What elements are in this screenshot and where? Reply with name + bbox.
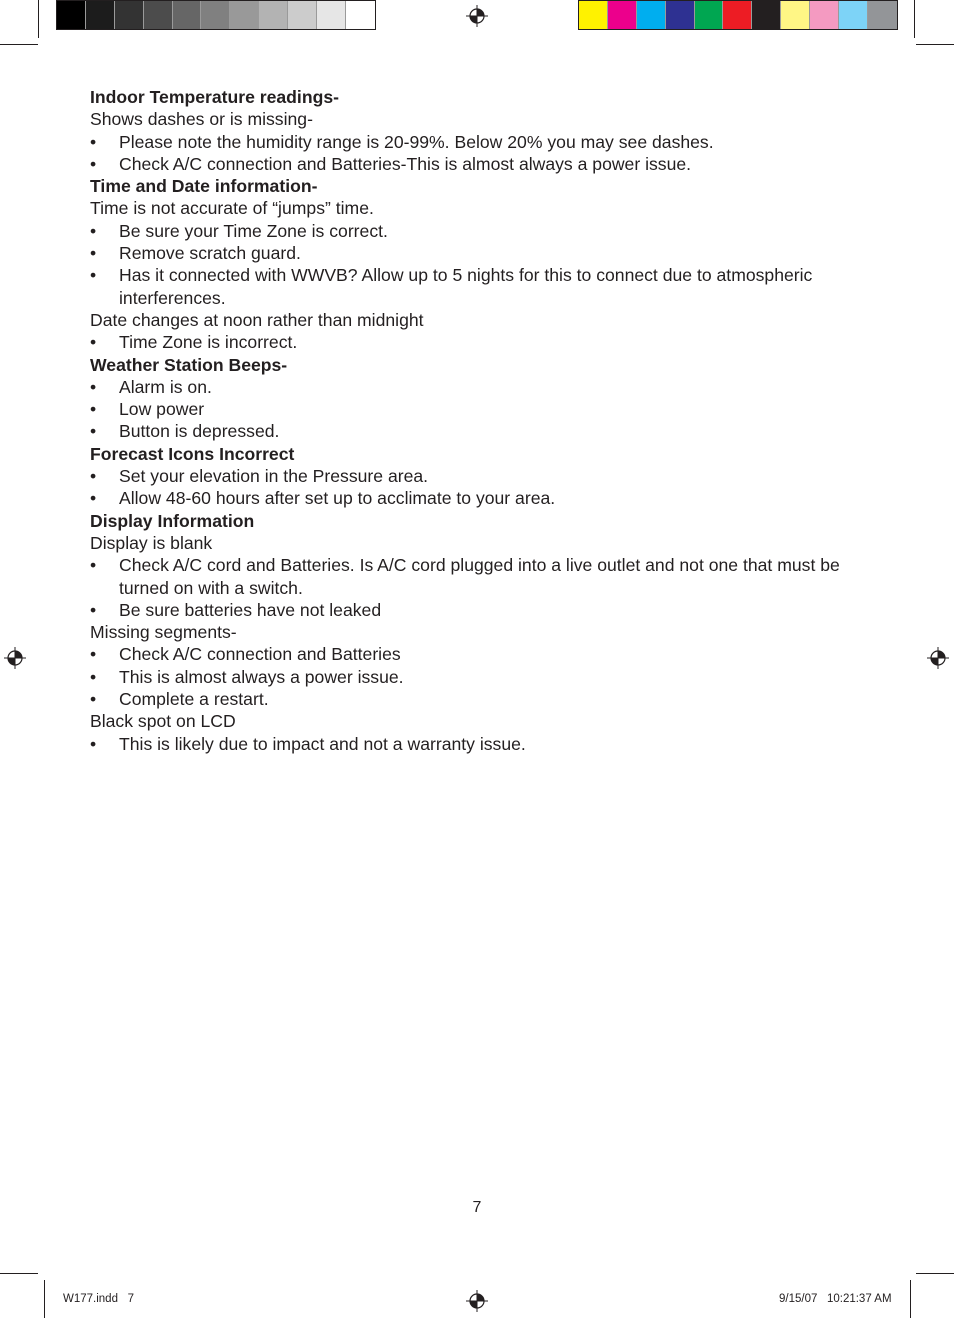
process-color-swatch [695,1,724,29]
page-number: 7 [472,1199,482,1216]
bullet-text: Check A/C connection and Batteries [119,644,401,665]
bullet-item [90,264,870,309]
bullet-text: Remove scratch guard. [119,243,301,264]
bullet-glyph: • [90,555,97,576]
grayscale-swatch [346,1,375,29]
bullet-item [90,643,870,665]
grayscale-swatch [115,1,144,29]
issue-description: Black spot on LCD [90,711,236,732]
crop-mark-top-left-horizontal [0,44,38,45]
process-color-bar [578,0,898,30]
bullet-item [90,465,870,487]
crop-mark-bottom-left-vertical [44,1280,45,1318]
grayscale-swatch [144,1,173,29]
section-heading: Indoor Temperature readings- [90,87,339,107]
bullet-glyph: • [90,599,97,620]
bullet-glyph: • [90,488,97,509]
bullet-text: This is likely due to impact and not a warranty issue. [119,733,526,754]
registration-mark-top-icon [466,5,488,27]
registration-mark-bottom-icon [466,1290,488,1312]
bullet-glyph: • [90,243,97,264]
bullet-item [90,242,870,264]
bullet-glyph: • [90,733,97,754]
bullet-text: Alarm is on. [119,376,212,397]
bullet-text: Allow 48-60 hours after set up to acclimate to your area. [119,488,556,509]
bullet-text: Set your elevation in the Pressure area. [119,466,429,487]
bullet-text: This is almost always a power issue. [119,666,404,687]
process-color-swatch [781,1,810,29]
bullet-glyph: • [90,153,97,174]
process-color-swatch [637,1,666,29]
grayscale-swatch [86,1,115,29]
bullet-item [90,733,870,755]
issue-description: Display is blank [90,532,213,553]
bullet-glyph: • [90,644,97,665]
bullet-item [90,420,870,442]
crop-mark-top-right-vertical [914,0,915,38]
grayscale-swatch [288,1,317,29]
process-color-swatch [752,1,781,29]
bullet-glyph: • [90,399,97,420]
bullet-glyph: • [90,466,97,487]
bullet-glyph: • [90,376,97,397]
bullet-text: Be sure batteries have not leaked [119,599,382,620]
bullet-text: Complete a restart. [119,689,269,710]
bullet-text: Check A/C cord and Batteries. Is A/C cord plugged into a live outlet and not one that must be turned on with a switch. [119,555,840,598]
section-heading: Weather Station Beeps- [90,354,288,375]
bullet-glyph: • [90,332,97,353]
section-heading: Time and Date information- [90,176,318,197]
bullet-item [90,131,870,153]
process-color-swatch [723,1,752,29]
registration-mark-left-icon [4,647,26,669]
bullet-text: Has it connected with WWVB? Allow up to 5 nights for this to connect due to atmospheric interferences. [119,265,813,308]
grayscale-swatch [57,1,86,29]
section-heading: Display Information [90,510,255,531]
registration-mark-right-icon [927,647,949,669]
crop-mark-top-left-vertical [38,0,39,38]
bullet-item [90,331,870,353]
bullet-item [90,599,870,621]
troubleshooting-content [90,86,870,755]
bullet-glyph: • [90,421,97,442]
process-color-swatch [666,1,695,29]
bullet-item [90,398,870,420]
bullet-item [90,220,870,242]
section-heading: Forecast Icons Incorrect [90,443,295,464]
issue-description: Date changes at noon rather than midnight [90,309,424,330]
bullet-item [90,153,870,175]
crop-mark-top-right-horizontal [916,44,954,45]
bullet-glyph: • [90,220,97,241]
bullet-text: Time Zone is incorrect. [119,332,298,353]
bullet-glyph: • [90,666,97,687]
crop-mark-bottom-right-vertical [910,1280,911,1318]
grayscale-swatch [173,1,202,29]
bullet-text: Please note the humidity range is 20-99%. Below 20% you may see dashes. [119,131,714,152]
process-color-swatch [868,1,897,29]
grayscale-swatch [259,1,288,29]
issue-description: Missing segments- [90,622,237,643]
process-color-swatch [839,1,868,29]
bullet-item [90,376,870,398]
bullet-text: Button is depressed. [119,421,280,442]
slug-file-info: W177.indd 7 [63,1293,134,1305]
issue-description: Time is not accurate of “jumps” time. [90,198,374,219]
bullet-text: Low power [119,399,205,420]
process-color-swatch [810,1,839,29]
grayscale-swatch [230,1,259,29]
grayscale-swatch [317,1,346,29]
bullet-glyph: • [90,689,97,710]
bullet-text: Check A/C connection and Batteries-This is almost always a power issue. [119,153,692,174]
slug-timestamp: 9/15/07 10:21:37 AM [779,1293,892,1305]
bullet-item [90,688,870,710]
bullet-item [90,554,870,599]
bullet-item [90,666,870,688]
bullet-glyph: • [90,265,97,286]
bullet-text: Be sure your Time Zone is correct. [119,220,388,241]
bullet-item [90,487,870,509]
crop-mark-bottom-left-horizontal [0,1273,38,1274]
issue-description: Shows dashes or is missing- [90,109,313,130]
process-color-swatch [579,1,608,29]
grayscale-swatch [201,1,230,29]
grayscale-color-bar [56,0,376,30]
bullet-glyph: • [90,131,97,152]
crop-mark-bottom-right-horizontal [916,1273,954,1274]
process-color-swatch [608,1,637,29]
